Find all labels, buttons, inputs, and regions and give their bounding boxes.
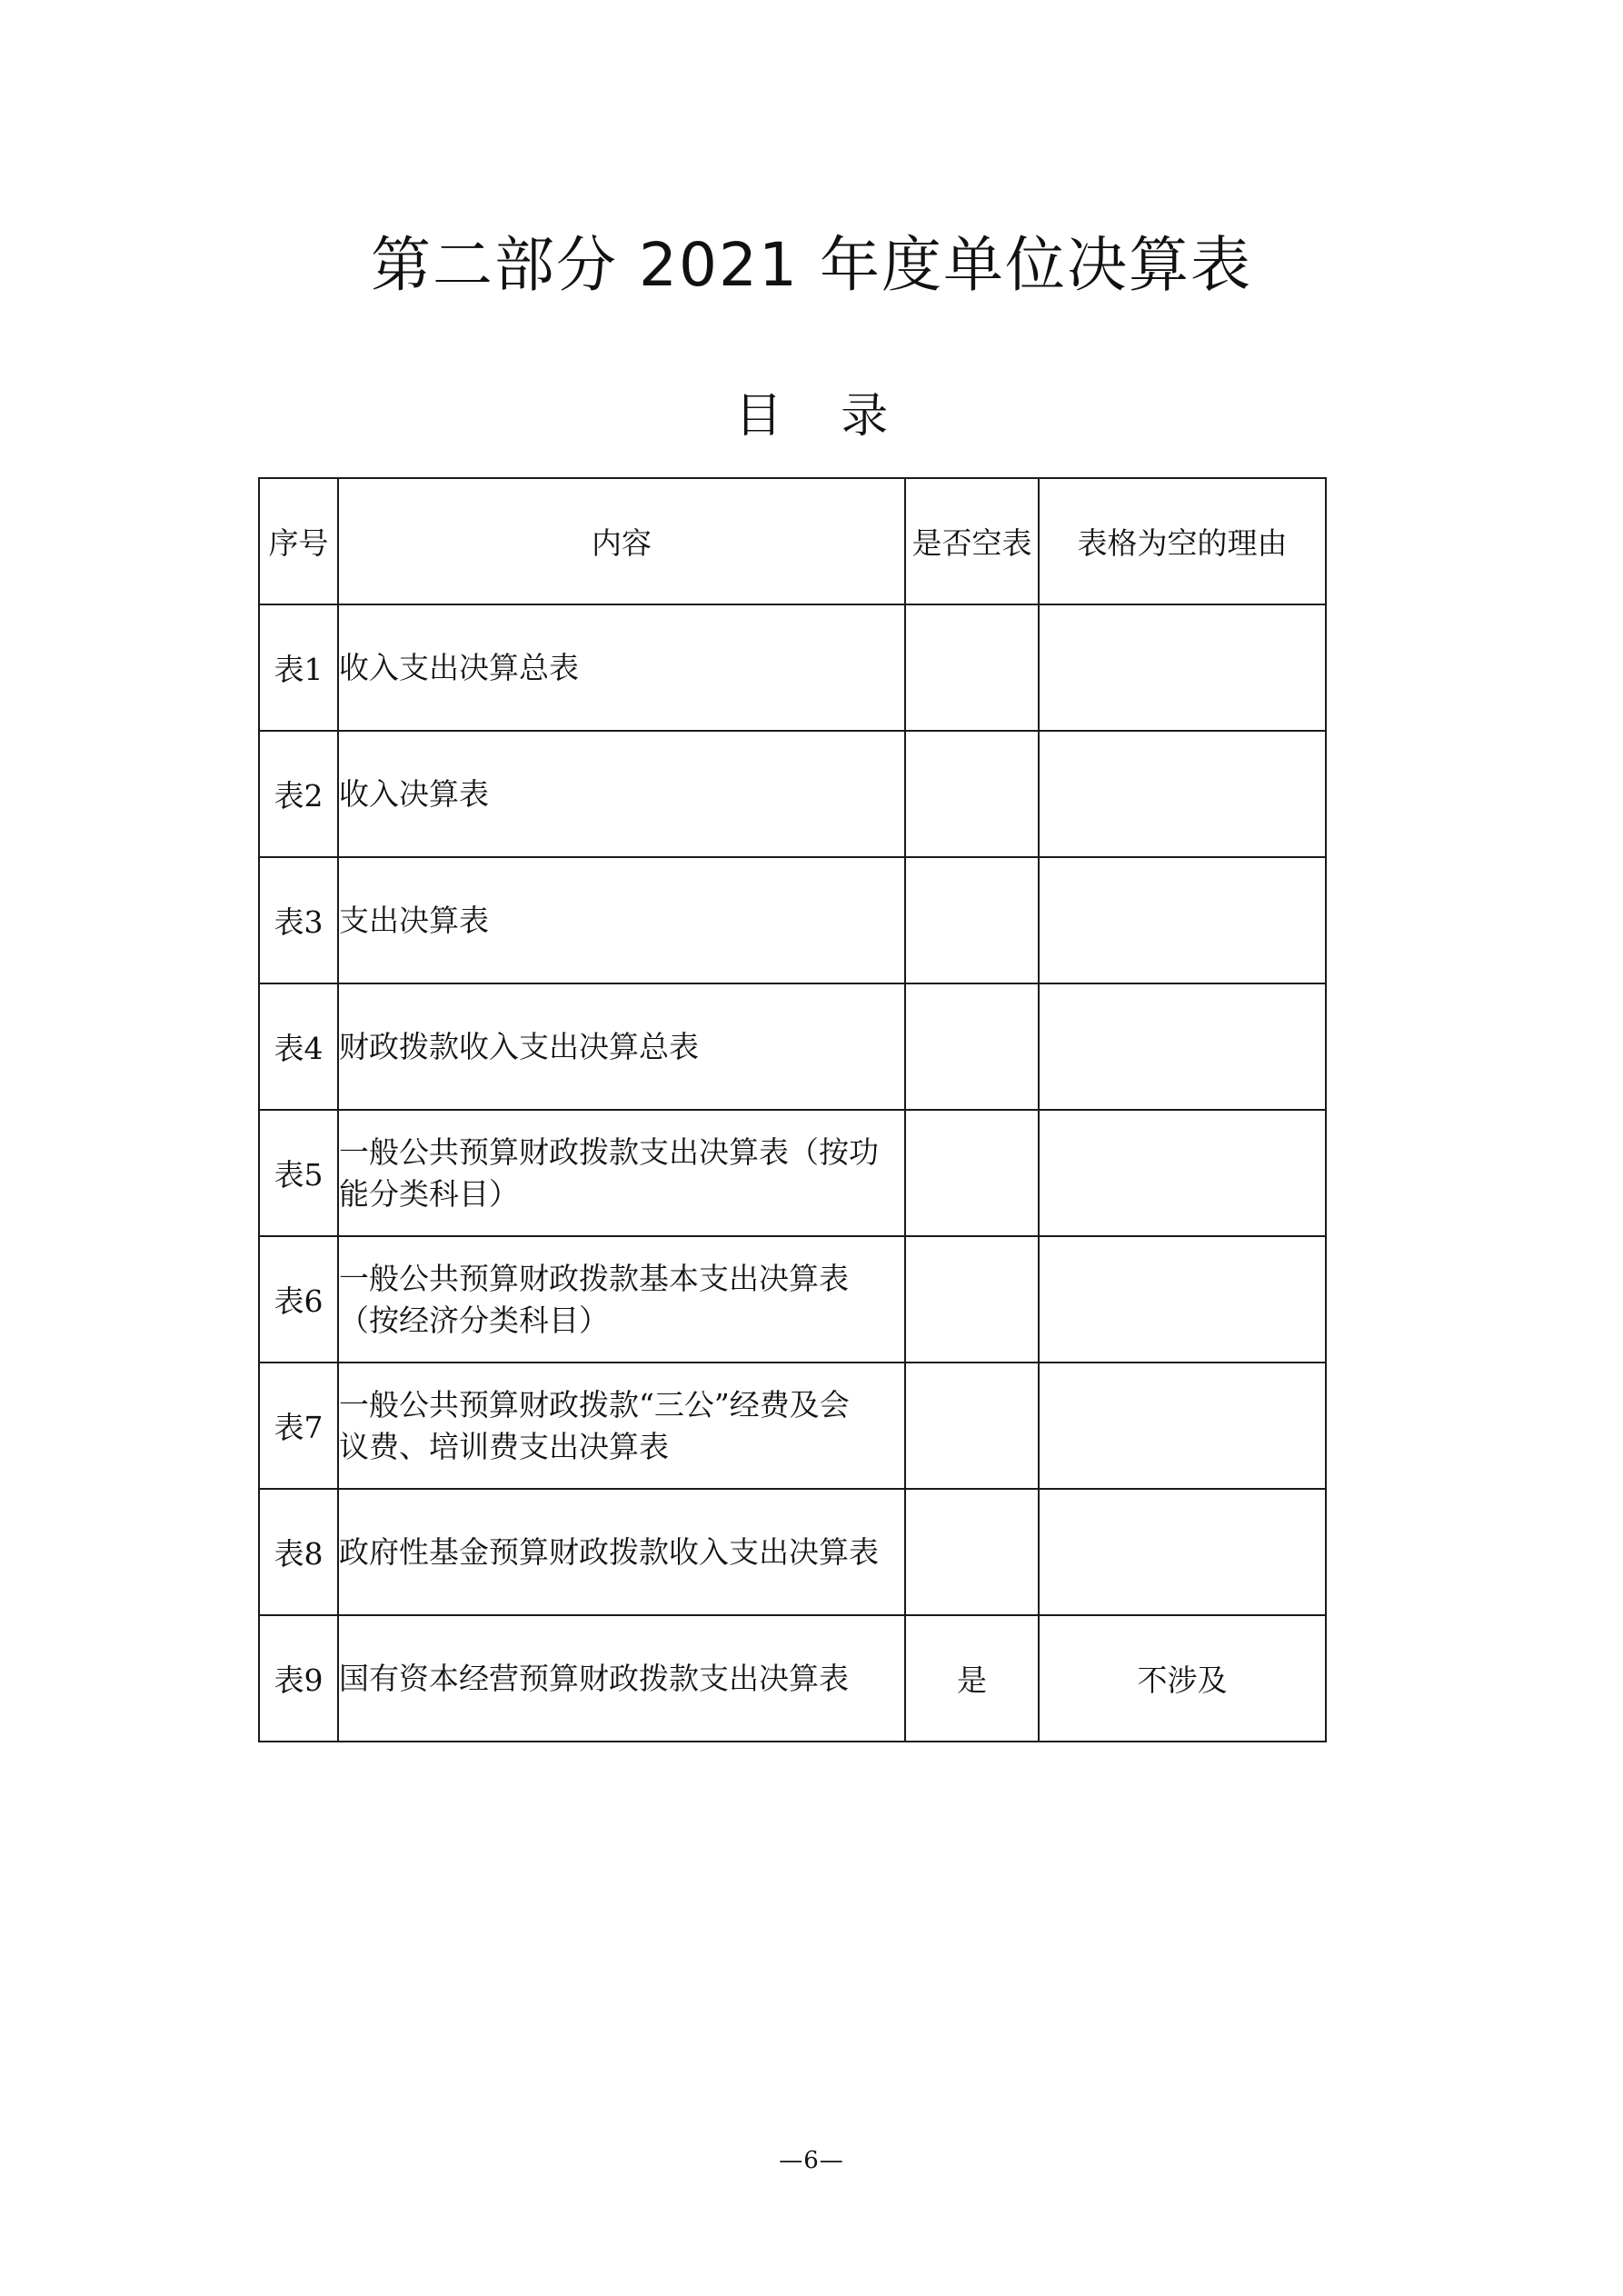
row-is-empty xyxy=(905,983,1039,1110)
row-content: 政府性基金预算财政拨款收入支出决算表 xyxy=(338,1489,905,1615)
row-content: 国有资本经营预算财政拨款支出决算表 xyxy=(338,1615,905,1742)
row-is-empty xyxy=(905,731,1039,857)
row-content: 收入支出决算总表 xyxy=(338,604,905,731)
row-reason xyxy=(1039,731,1326,857)
table-row xyxy=(259,731,1326,857)
table-of-contents xyxy=(258,477,1327,1742)
row-index: 表5 xyxy=(259,1110,338,1236)
row-reason xyxy=(1039,604,1326,731)
row-is-empty xyxy=(905,1236,1039,1363)
row-is-empty xyxy=(905,1363,1039,1489)
row-reason xyxy=(1039,1110,1326,1236)
row-content: 一般公共预算财政拨款基本支出决算表（按经济分类科目） xyxy=(338,1236,905,1363)
row-reason xyxy=(1039,1363,1326,1489)
row-reason xyxy=(1039,983,1326,1110)
row-reason xyxy=(1039,857,1326,983)
row-index: 表2 xyxy=(259,731,338,857)
row-index: 表3 xyxy=(259,857,338,983)
row-index: 表6 xyxy=(259,1236,338,1363)
header-is-empty: 是否空表 xyxy=(905,478,1039,604)
row-is-empty xyxy=(905,1110,1039,1236)
table-row xyxy=(259,1615,1326,1742)
row-index: 表1 xyxy=(259,604,338,731)
row-index: 表7 xyxy=(259,1363,338,1489)
table-row xyxy=(259,857,1326,983)
row-index: 表9 xyxy=(259,1615,338,1742)
table-row xyxy=(259,1363,1326,1489)
row-is-empty xyxy=(905,604,1039,731)
row-content: 收入决算表 xyxy=(338,731,905,857)
header-index: 序号 xyxy=(259,478,338,604)
row-reason xyxy=(1039,1489,1326,1615)
table-header-row xyxy=(259,478,1326,604)
row-is-empty xyxy=(905,857,1039,983)
row-is-empty xyxy=(905,1489,1039,1615)
table-row xyxy=(259,1110,1326,1236)
page-title: 第二部分 2021 年度单位决算表 xyxy=(371,230,1252,300)
row-index: 表8 xyxy=(259,1489,338,1615)
table-row xyxy=(259,983,1326,1110)
row-index: 表4 xyxy=(259,983,338,1110)
page-number: —6— xyxy=(779,2147,844,2174)
header-content: 内容 xyxy=(338,478,905,604)
row-reason: 不涉及 xyxy=(1039,1615,1326,1742)
table-row xyxy=(259,1489,1326,1615)
row-reason xyxy=(1039,1236,1326,1363)
row-content: 支出决算表 xyxy=(338,857,905,983)
toc-heading: 目 录 xyxy=(734,389,889,444)
row-content: 财政拨款收入支出决算总表 xyxy=(338,983,905,1110)
row-is-empty: 是 xyxy=(905,1615,1039,1742)
header-reason: 表格为空的理由 xyxy=(1039,478,1326,604)
table-row xyxy=(259,1236,1326,1363)
row-content: 一般公共预算财政拨款支出决算表（按功能分类科目） xyxy=(338,1110,905,1236)
table-row xyxy=(259,604,1326,731)
row-content: 一般公共预算财政拨款“三公”经费及会 议费、培训费支出决算表 xyxy=(338,1363,905,1489)
